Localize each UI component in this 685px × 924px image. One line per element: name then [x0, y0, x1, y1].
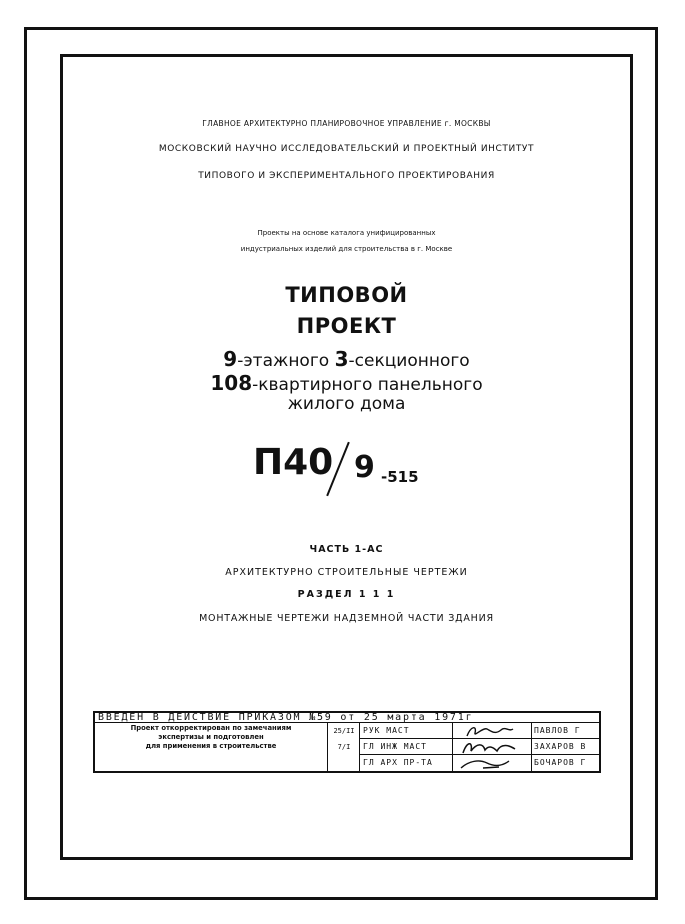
- project-code-floors: 9: [354, 450, 375, 485]
- floors-number: 9: [223, 347, 238, 371]
- signature-row: [360, 755, 600, 771]
- project-code: [63, 432, 630, 502]
- catalog-line-2: индустриальных изделий для строительства в г. Москве: [240, 245, 453, 253]
- signer-role: ГЛ ИНЖ МАСТ: [363, 742, 427, 751]
- section-label: РАЗДЕЛ 1 1 1: [297, 589, 396, 600]
- catalog-line-1: Проекты на основе каталога унифицированных: [257, 229, 436, 237]
- project-code-suffix: -515: [381, 468, 419, 486]
- signer-name: БОЧАРОВ Г: [534, 758, 587, 767]
- stamp-body: [93, 723, 601, 773]
- signature-row: [360, 723, 600, 739]
- signer-name: ПАВЛОВ Г: [534, 726, 581, 735]
- subtitle-building: жилого дома: [287, 394, 406, 414]
- handwritten-signature-icon: [453, 739, 531, 755]
- floors-text: -этажного: [237, 351, 330, 371]
- title-typical: ТИПОВОЙ: [285, 283, 408, 307]
- organization-line-2: МОСКОВСКИЙ НАУЧНО ИССЛЕДОВАТЕЛЬСКИЙ И ПРОЕКТНЫЙ ИНСТИТУТ: [158, 144, 535, 154]
- stamp-header: ВВЕДЕН В ДЕЙСТВИЕ ПРИКАЗОМ №59 от 25 марта 1971г: [93, 711, 601, 723]
- organization-line-3: ТИПОВОГО И ЭКСПЕРИМЕНТАЛЬНОГО ПРОЕКТИРОВАНИЯ: [198, 171, 495, 181]
- subtitle-floors-sections: [63, 347, 630, 371]
- signature-cell: [452, 739, 532, 755]
- signature-cell: [452, 755, 532, 771]
- stamp-note-line-3: для применения в строительстве: [145, 742, 277, 750]
- signature-row: [360, 739, 600, 755]
- stamp-date-1: 25/II: [333, 727, 355, 735]
- subtitle-apartments: [63, 371, 630, 395]
- stamp-note-line-1: Проект откорректирован по замечаниям: [130, 724, 292, 732]
- signer-role: РУК МАСТ: [363, 726, 410, 735]
- sections-text: -секционного: [348, 351, 470, 371]
- project-code-main: П40: [253, 442, 334, 483]
- part-label: ЧАСТЬ 1-АС: [309, 544, 384, 555]
- apartments-text: -квартирного панельного: [252, 375, 483, 395]
- part-name: АРХИТЕКТУРНО СТРОИТЕЛЬНЫЕ ЧЕРТЕЖИ: [225, 567, 468, 578]
- approval-stamp: [93, 711, 601, 773]
- organization-line-1: ГЛАВНОЕ АРХИТЕКТУРНО ПЛАНИРОВОЧНОЕ УПРАВЛЕНИЕ г. МОСКВЫ: [202, 119, 491, 128]
- stamp-date-2: 7/I: [337, 743, 351, 751]
- title-sheet: [60, 54, 633, 860]
- section-name: МОНТАЖНЫЕ ЧЕРТЕЖИ НАДЗЕМНОЙ ЧАСТИ ЗДАНИЯ: [199, 613, 494, 624]
- title-project: ПРОЕКТ: [296, 314, 397, 338]
- handwritten-signature-icon: [453, 723, 531, 739]
- signer-name: ЗАХАРОВ В: [534, 742, 587, 751]
- stamp-dates: [327, 723, 360, 771]
- signer-role: ГЛ АРХ ПР-ТА: [363, 758, 433, 767]
- apartments-number: 108: [210, 371, 253, 395]
- handwritten-signature-icon: [453, 755, 531, 771]
- signature-table: [359, 723, 600, 771]
- stamp-note: [97, 724, 325, 751]
- sections-number: 3: [334, 347, 349, 371]
- stamp-note-line-2: экспертизы и подготовлен: [158, 733, 264, 741]
- signature-cell: [452, 723, 532, 739]
